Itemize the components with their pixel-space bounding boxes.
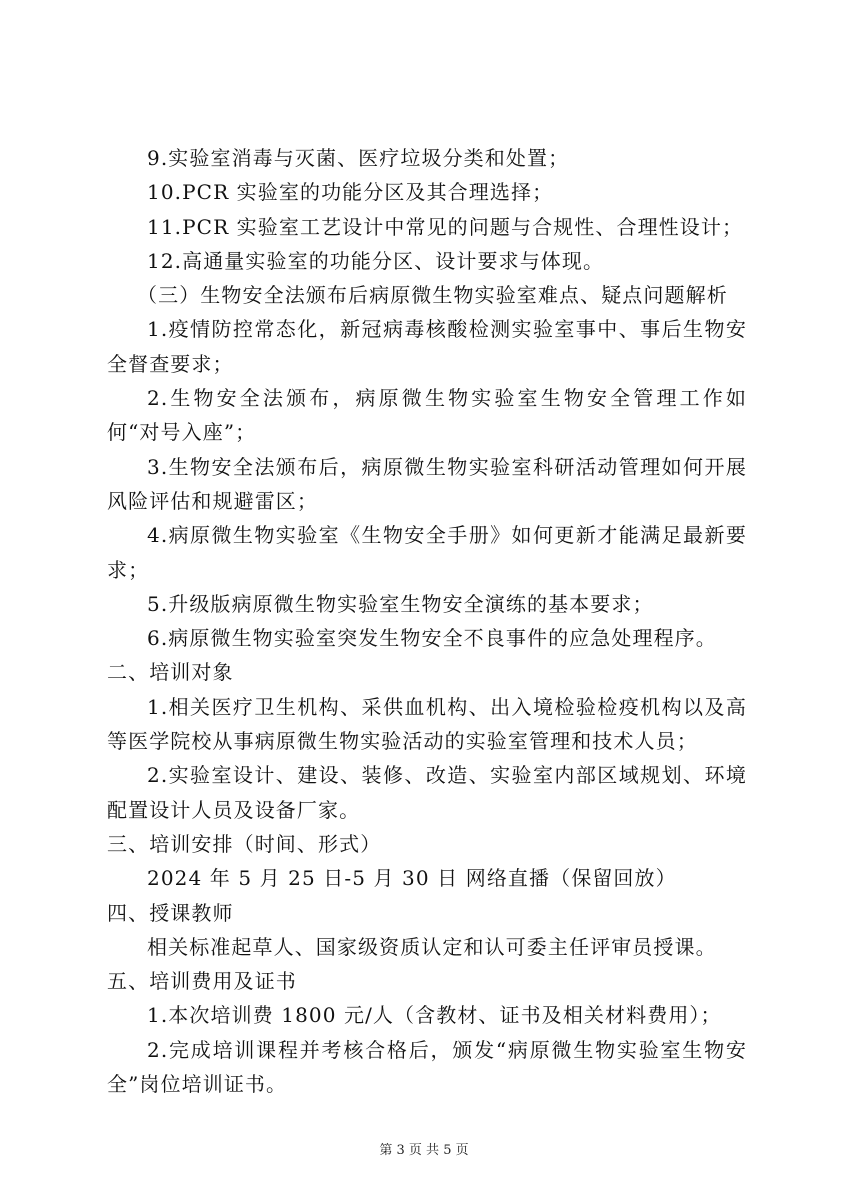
list-item: 2.完成培训课程并考核合格后，颁发“病原微生物实验室生物安全”岗位培训证书。 (107, 1037, 747, 1097)
list-item: 1.相关医疗卫生机构、采供血机构、出入境检验检疫机构以及高等医学院校从事病原微生物实验活动的实验室管理和技术人员； (107, 694, 747, 754)
list-item: 1.疫情防控常态化，新冠病毒核酸检测实验室事中、事后生物安全督查要求； (107, 317, 747, 376)
list-item: 10.PCR 实验室的功能分区及其合理选择； (147, 180, 554, 205)
list-item: 4.病原微生物实验室《生物安全手册》如何更新才能满足最新要求； (107, 523, 747, 582)
paragraph: 相关标准起草人、国家级资质认定和认可委主任评审员授课。 (147, 934, 717, 959)
page-number-footer: 第 3 页 共 5 页 (379, 1143, 469, 1158)
list-item: 11.PCR 实验室工艺设计中常见的问题与合规性、合理性设计； (147, 214, 744, 239)
list-item: 2.生物安全法颁布，病原微生物实验室生物安全管理工作如何“对号入座”； (107, 386, 747, 445)
list-item: 1.本次培训费 1800 元/人（含教材、证书及相关材料费用）； (147, 1003, 722, 1028)
list-item: 6.病原微生物实验室突发生物安全不良事件的应急处理程序。 (147, 626, 717, 651)
list-item: 12.高通量实验室的功能分区、设计要求与体现。 (147, 248, 605, 273)
section-heading: 五、培训费用及证书 (107, 969, 297, 994)
section-heading: 二、培训对象 (107, 660, 234, 685)
list-item: 3.生物安全法颁布后，病原微生物实验室科研活动管理如何开展风险评估和规避雷区； (107, 454, 747, 513)
section-heading: 四、授课教师 (107, 900, 234, 925)
section-heading: 三、培训安排（时间、形式） (107, 831, 382, 856)
document-body (107, 141, 747, 1101)
paragraph: 2024 年 5 月 25 日-5 月 30 日 网络直播（保留回放） (147, 866, 677, 891)
list-item: 2.实验室设计、建设、装修、改造、实验室内部区域规划、环境配置设计人员及设备厂家。 (107, 763, 747, 822)
list-item: 9.实验室消毒与灭菌、医疗垃圾分类和处置； (147, 146, 570, 170)
section-subheading: （三）生物安全法颁布后病原微生物实验室难点、疑点问题解析 (137, 283, 728, 308)
list-item: 5.升级版病原微生物实验室生物安全演练的基本要求； (147, 591, 654, 616)
